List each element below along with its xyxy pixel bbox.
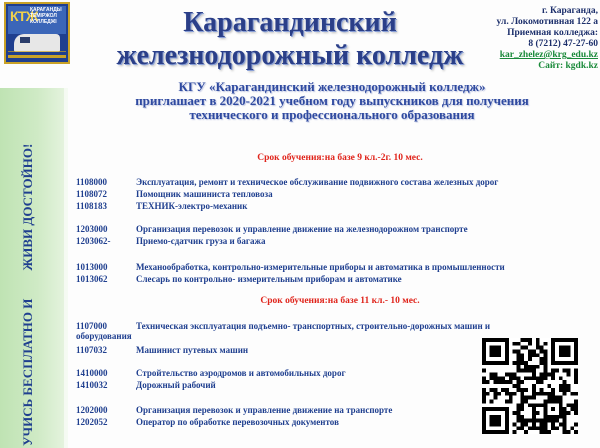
vertical-slogan: [20, 106, 36, 446]
program-name: ТЕХНИК-электро-механик: [136, 201, 248, 211]
program-code: 1108000: [76, 177, 108, 187]
program-name: Помощник машиниста тепловоза: [136, 189, 273, 199]
title-line-2: железнодорожный колледж: [116, 40, 464, 71]
program-name: Организация перевозок и управление движение на железнодорожном транспорте: [136, 224, 468, 234]
contact-street: ул. Локомотивная 122 а: [496, 17, 598, 27]
program-code: 1013062: [76, 274, 108, 284]
program-code: 1107000: [76, 321, 108, 331]
logo-mark: КТЖ: [10, 8, 38, 24]
program-name: Техническая эксплуатация подъемно- транспортных, строительно-дорожных машин и оборудования: [76, 321, 491, 341]
contact-city: г. Караганда,: [541, 6, 598, 16]
program-code: 1203000: [76, 224, 108, 234]
intro-line-2: приглашает в 2020-2021 учебном году выпускников для получения: [135, 93, 529, 108]
section-heading-9: Срок обучения:на базе 9 кл.-2г. 10 мес.: [257, 153, 423, 163]
college-logo: [4, 2, 70, 64]
program-name: Эксплуатация, ремонт и техническое обслуживание подвижного состава железных дорог: [136, 177, 499, 187]
slogan-part-2: ЖИВИ ДОСТОЙНО!: [20, 143, 35, 271]
list-item: [76, 321, 526, 341]
list-item: [76, 262, 596, 272]
intro-line-1: КГУ «Карагандинский железнодорожный колледж»: [178, 79, 486, 94]
program-name: Оператор по обработке перевозочных документов: [136, 417, 339, 427]
program-code: 1107032: [76, 345, 108, 355]
rail-line: [8, 51, 66, 52]
program-name: Слесарь по контрольно- измерительным приборам и автоматике: [136, 274, 402, 284]
band-edge: [64, 88, 68, 448]
list-item: [76, 274, 596, 284]
program-code: 1108183: [76, 201, 108, 211]
program-name: Механообработка, контрольно-измерительные приборы и автоматика в промышленности: [136, 262, 505, 272]
contacts-block: [470, 6, 598, 72]
list-item: [76, 201, 596, 211]
program-code: 1202052: [76, 417, 108, 427]
program-code: 1203062-: [76, 236, 111, 246]
program-code: 1410032: [76, 380, 108, 390]
program-code: 1108072: [76, 189, 108, 199]
slogan-part-1: УЧИСЬ БЕСПЛАТНО И: [20, 298, 35, 446]
program-name: Дорожный рабочий: [136, 380, 216, 390]
program-name: Машинист путевых машин: [136, 345, 249, 355]
program-code: 1410000: [76, 368, 108, 378]
program-code: 1013000: [76, 262, 108, 272]
logo-text: ҚАРАҒАНДЫ ТЕМІРЖОЛ КОЛЛЕДЖІ: [30, 7, 62, 25]
contact-site-link[interactable]: Сайт: kgdk.kz: [538, 61, 598, 71]
program-name: Организация перевозок и управление движение на транспорте: [136, 405, 393, 415]
program-name: Приемо-сдатчик груза и багажа: [136, 236, 266, 246]
section-heading-11: Срок обучения:на базе 11 кл.- 10 мес.: [260, 296, 420, 306]
contact-phone: 8 (7212) 47-27-60: [528, 39, 598, 49]
contact-email-link[interactable]: kar_zhelez@krg_edu.kz: [499, 50, 598, 60]
list-item: [76, 224, 596, 234]
title-line-1: Карагандинский: [183, 7, 397, 38]
train-window: [20, 37, 30, 43]
list-item: [76, 177, 596, 187]
program-code: 1202000: [76, 405, 108, 415]
list-item: [76, 189, 596, 199]
intro-line-3: технического и профессионального образования: [189, 107, 475, 122]
rail-line: [8, 55, 66, 58]
contact-reception: Приемная колледжа:: [507, 28, 598, 38]
page-title: [100, 6, 480, 72]
program-name: Стройтельство аэродромов и автомобильных дорог: [136, 368, 346, 378]
list-item: [76, 236, 596, 246]
qr-code-icon[interactable]: [482, 338, 578, 434]
intro-text: [72, 80, 592, 122]
